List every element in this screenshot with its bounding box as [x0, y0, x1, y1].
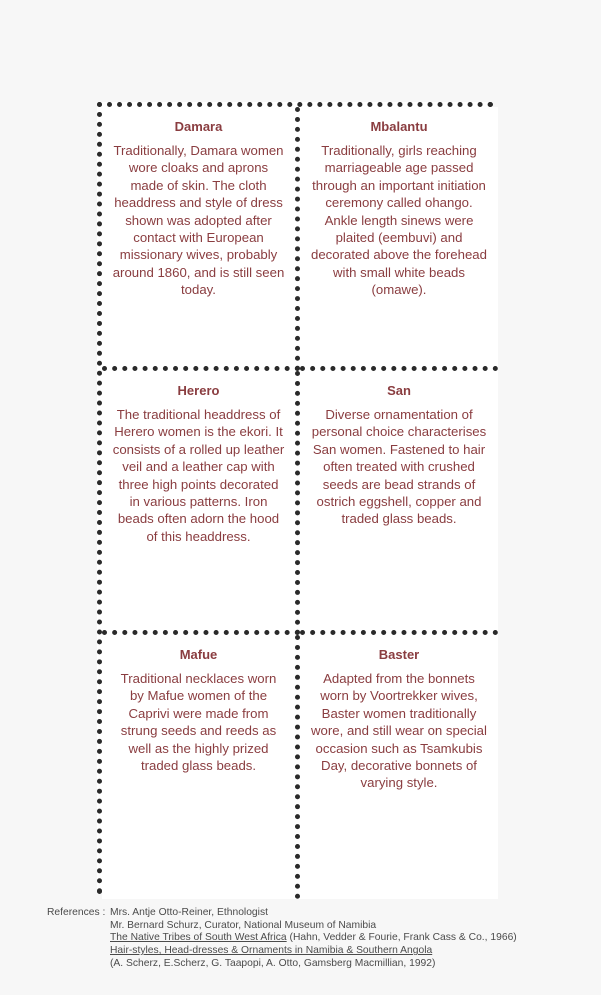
- card-text: The traditional headdress of Herero women is the ekori. It consists of a rolled up leather veil and a leather cap with three high points decorated in various patterns. Iron beads often adorn the hood of this headdress.: [112, 407, 285, 544]
- card-title: Mbalantu: [370, 119, 428, 134]
- card-herero: [102, 371, 300, 635]
- card-title: Herero: [177, 383, 220, 398]
- card-damara: [102, 107, 300, 371]
- reference-book-title-2: Hair-styles, Head-dresses & Ornaments in Namibia & Southern Angola: [110, 945, 433, 957]
- card-mafue: [102, 635, 300, 899]
- reference-line-1: Mrs. Antje Otto-Reiner, Ethnologist: [110, 907, 268, 918]
- card-text: Adapted from the bonnets worn by Voortrekker wives, Baster women traditionally wore, and still wear on special occasion such as Tsamkubis Day, decorative bonnets of varying style.: [311, 671, 487, 791]
- reference-book-title-1: The Native Tribes of South West Africa: [110, 932, 287, 944]
- card-text: Diverse ornamentation of personal choice characterises San women. Fastened to hair often treated with crushed seeds are bead strands of ostrich eggshell, copper and traded glass beads.: [311, 407, 487, 527]
- card-title: Baster: [378, 647, 420, 662]
- card-san: [300, 371, 498, 635]
- card-text: Traditionally, girls reaching marriageable age passed through an important initiation ceremony called ohango. Ankle length sinews were plaited (eembuvi) and decorated above the forehead with small white beads (omawe).: [311, 143, 487, 298]
- references-block: [47, 907, 592, 971]
- card-text: Traditional necklaces worn by Mafue women of the Caprivi were made from strung seeds and reeds as well as the highly prized traded glass beads.: [120, 671, 277, 774]
- reference-line-3: [110, 932, 592, 945]
- card-baster: [300, 635, 498, 899]
- references-label: References :: [47, 907, 106, 918]
- card-mbalantu: [300, 107, 498, 371]
- reference-book-details-2: (A. Scherz, E.Scherz, G. Taapopi, A. Otto, Gamsberg Macmillian, 1992): [110, 957, 436, 969]
- card-title: San: [387, 383, 411, 398]
- reference-line-2: Mr. Bernard Schurz, Curator, National Museum of Namibia: [110, 919, 377, 931]
- perforated-card-grid: [97, 102, 493, 894]
- reference-book-details-1: (Hahn, Vedder & Fourie, Frank Cass & Co., 1966): [286, 932, 517, 944]
- card-title: Damara: [174, 119, 223, 134]
- card-text: Traditionally, Damara women wore cloaks and aprons made of skin. The cloth headdress and style of dress shown was adopted after contact with European missionary wives, probably around 1860, and is still seen today.: [112, 143, 285, 298]
- card-title: Mafue: [179, 647, 218, 662]
